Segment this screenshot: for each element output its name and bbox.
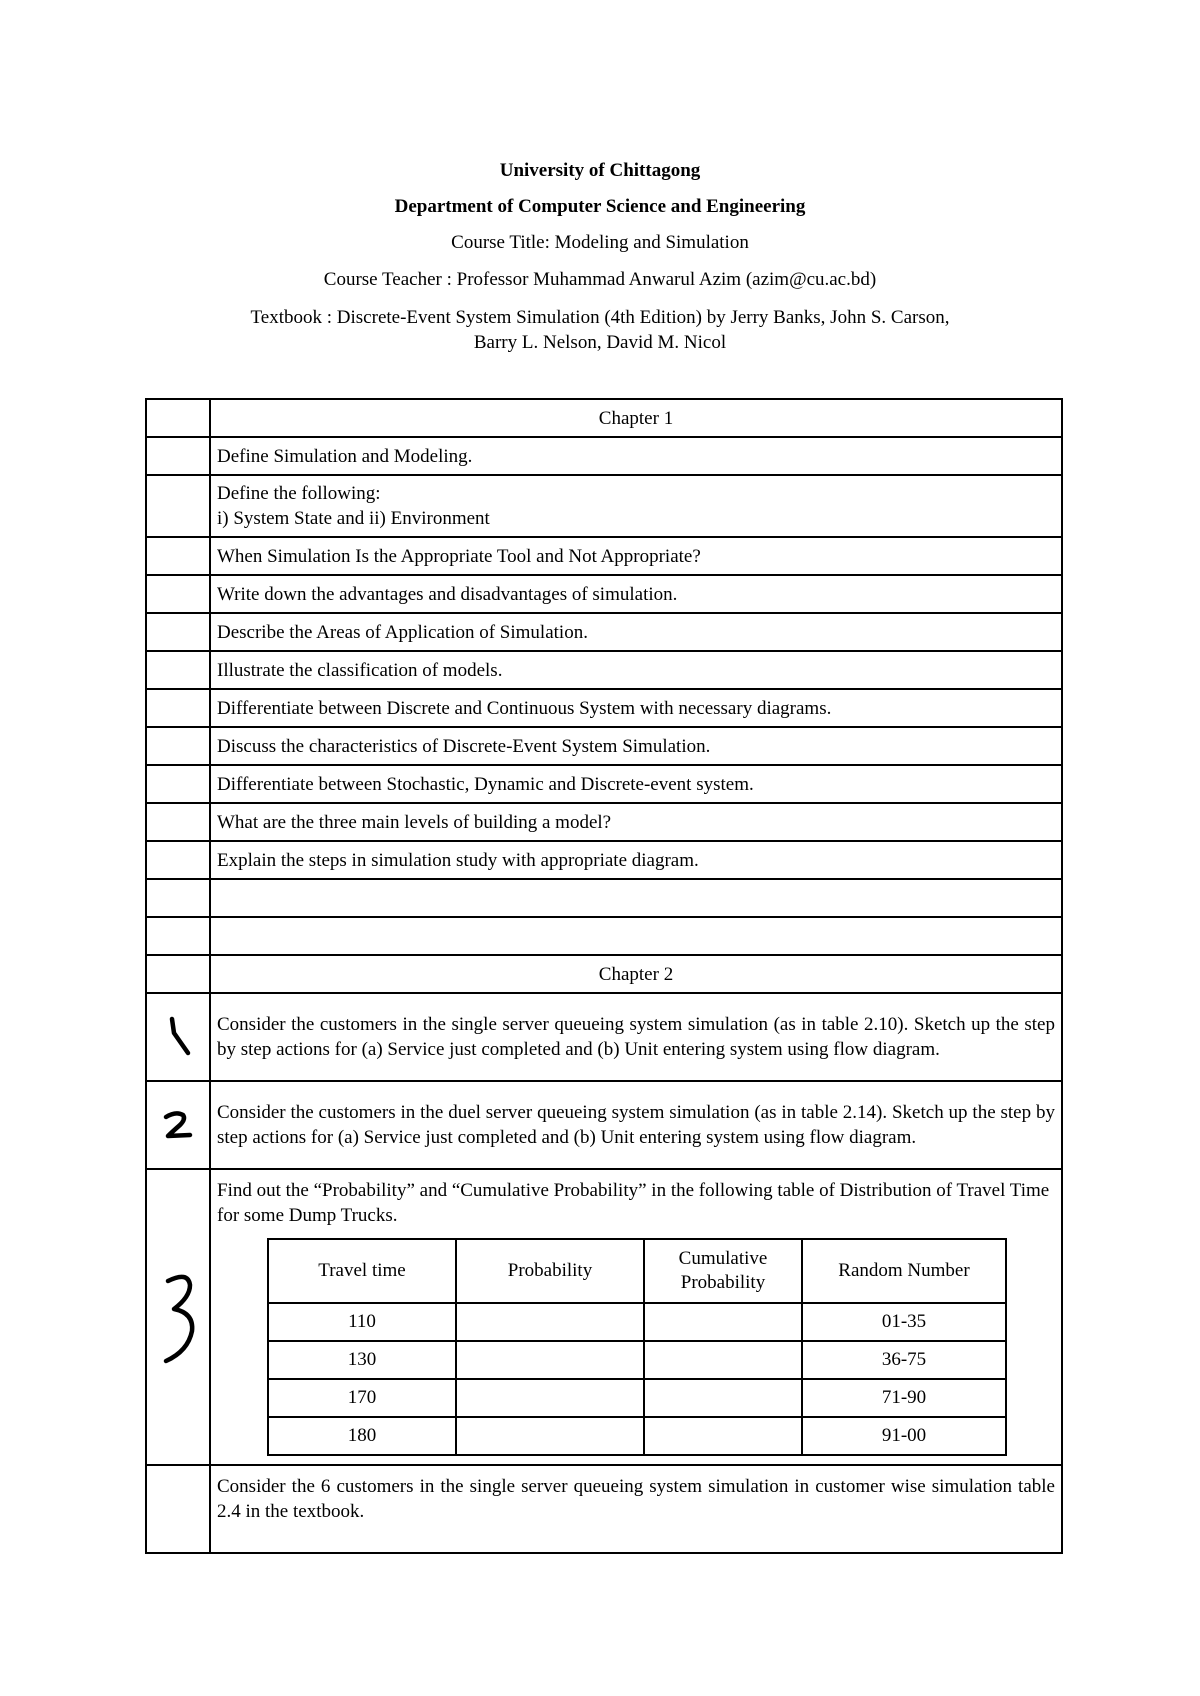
table-row xyxy=(146,437,1062,475)
table-row xyxy=(146,651,1062,689)
number-cell xyxy=(146,727,210,765)
table-row xyxy=(146,917,1062,955)
table-cell xyxy=(456,1303,644,1341)
number-cell xyxy=(146,841,210,879)
number-cell xyxy=(146,651,210,689)
table-row xyxy=(146,803,1062,841)
table-cell xyxy=(456,1417,644,1455)
handwritten-1-icon xyxy=(158,1007,198,1067)
table-cell: 36-75 xyxy=(802,1341,1006,1379)
table-cell xyxy=(456,1341,644,1379)
table-row xyxy=(146,475,1062,537)
number-cell xyxy=(146,765,210,803)
column-header: Travel time xyxy=(268,1239,456,1303)
question-text: Illustrate the classification of models. xyxy=(210,651,1062,689)
chapter-2-heading: Chapter 2 xyxy=(210,955,1062,993)
table-cell xyxy=(456,1379,644,1417)
number-cell xyxy=(146,399,210,437)
table-row xyxy=(146,879,1062,917)
number-cell xyxy=(146,575,210,613)
number-cell xyxy=(146,613,210,651)
table-cell: 71-90 xyxy=(802,1379,1006,1417)
number-cell xyxy=(146,689,210,727)
question-text xyxy=(210,475,1062,537)
textbook-line-1: Textbook : Discrete-Event System Simulation (4th Edition) by Jerry Banks, John S. Carson, xyxy=(250,307,950,328)
handwritten-2-icon xyxy=(158,1105,198,1145)
table-row xyxy=(146,537,1062,575)
question-text: Define Simulation and Modeling. xyxy=(210,437,1062,475)
table-row xyxy=(146,1081,1062,1169)
course-teacher: Course Teacher : Professor Muhammad Anwarul Azim (azim@cu.ac.bd) xyxy=(323,269,877,290)
table-row xyxy=(146,613,1062,651)
number-cell xyxy=(146,437,210,475)
table-header-row xyxy=(268,1239,1006,1303)
handwritten-number-3 xyxy=(146,1169,210,1465)
table-row xyxy=(268,1303,1006,1341)
course-title: Course Title: Modeling and Simulation xyxy=(451,232,749,253)
question-text: What are the three main levels of building a model? xyxy=(210,803,1062,841)
column-header: Cumulative Probability xyxy=(644,1239,802,1303)
empty-cell xyxy=(210,917,1062,955)
table-cell: 170 xyxy=(268,1379,456,1417)
table-row xyxy=(146,993,1062,1081)
question-text: Consider the 6 customers in the single server queueing system simulation in customer wise simulation table 2.4 in the textbook. xyxy=(210,1465,1062,1553)
table-cell xyxy=(644,1341,802,1379)
table-cell: 01-35 xyxy=(802,1303,1006,1341)
table-row xyxy=(268,1379,1006,1417)
column-header: Random Number xyxy=(802,1239,1006,1303)
chapter-1-heading: Chapter 1 xyxy=(210,399,1062,437)
number-cell xyxy=(146,1465,210,1553)
question-line: Define the following: xyxy=(217,483,381,504)
table-cell xyxy=(644,1379,802,1417)
handwritten-number-2 xyxy=(146,1081,210,1169)
table-cell xyxy=(644,1303,802,1341)
question-text: Differentiate between Stochastic, Dynamic and Discrete-event system. xyxy=(210,765,1062,803)
university-name: University of Chittagong xyxy=(499,160,701,181)
table-cell: 180 xyxy=(268,1417,456,1455)
question-text: Write down the advantages and disadvantages of simulation. xyxy=(210,575,1062,613)
handwritten-3-icon xyxy=(156,1269,200,1365)
question-cell xyxy=(210,1169,1062,1465)
question-text: Explain the steps in simulation study with appropriate diagram. xyxy=(210,841,1062,879)
table-cell: 91-00 xyxy=(802,1417,1006,1455)
table-row xyxy=(146,1465,1062,1553)
table-cell: 110 xyxy=(268,1303,456,1341)
question-text: Describe the Areas of Application of Simulation. xyxy=(210,613,1062,651)
question-text: Consider the customers in the duel server queueing system simulation (as in table 2.14). Sketch up the step by step actions for (a) Service just completed and (b) Unit entering system using flow diagram. xyxy=(210,1081,1062,1169)
table-row xyxy=(146,689,1062,727)
question-line: i) System State and ii) Environment xyxy=(217,508,490,529)
table-row xyxy=(146,399,1062,437)
number-cell xyxy=(146,803,210,841)
number-cell xyxy=(146,955,210,993)
table-cell xyxy=(644,1417,802,1455)
question-text: Discuss the characteristics of Discrete-Event System Simulation. xyxy=(210,727,1062,765)
handwritten-number-1 xyxy=(146,993,210,1081)
number-cell xyxy=(146,475,210,537)
empty-cell xyxy=(210,879,1062,917)
table-row xyxy=(146,575,1062,613)
table-row xyxy=(268,1341,1006,1379)
table-row xyxy=(146,955,1062,993)
number-cell xyxy=(146,537,210,575)
question-text: Consider the customers in the single server queueing system simulation (as in table 2.10). Sketch up the step by step actions for (a) Service just completed and (b) Unit entering system using flow diagram. xyxy=(210,993,1062,1081)
table-row xyxy=(146,841,1062,879)
table-row xyxy=(146,1169,1062,1465)
question-table xyxy=(145,398,1063,1554)
textbook-line-2: Barry L. Nelson, David M. Nicol xyxy=(473,332,727,353)
question-text: Differentiate between Discrete and Continuous System with necessary diagrams. xyxy=(210,689,1062,727)
number-cell xyxy=(146,917,210,955)
table-row xyxy=(146,765,1062,803)
number-cell xyxy=(146,879,210,917)
table-row xyxy=(268,1417,1006,1455)
table-row xyxy=(146,727,1062,765)
question-text: Find out the “Probability” and “Cumulative Probability” in the following table of Distribution of Travel Time for some Dump Trucks. xyxy=(217,1180,1050,1226)
column-header: Probability xyxy=(456,1239,644,1303)
travel-time-table xyxy=(267,1238,1007,1456)
table-cell: 130 xyxy=(268,1341,456,1379)
question-text: When Simulation Is the Appropriate Tool and Not Appropriate? xyxy=(210,537,1062,575)
department-name: Department of Computer Science and Engineering xyxy=(394,196,806,217)
